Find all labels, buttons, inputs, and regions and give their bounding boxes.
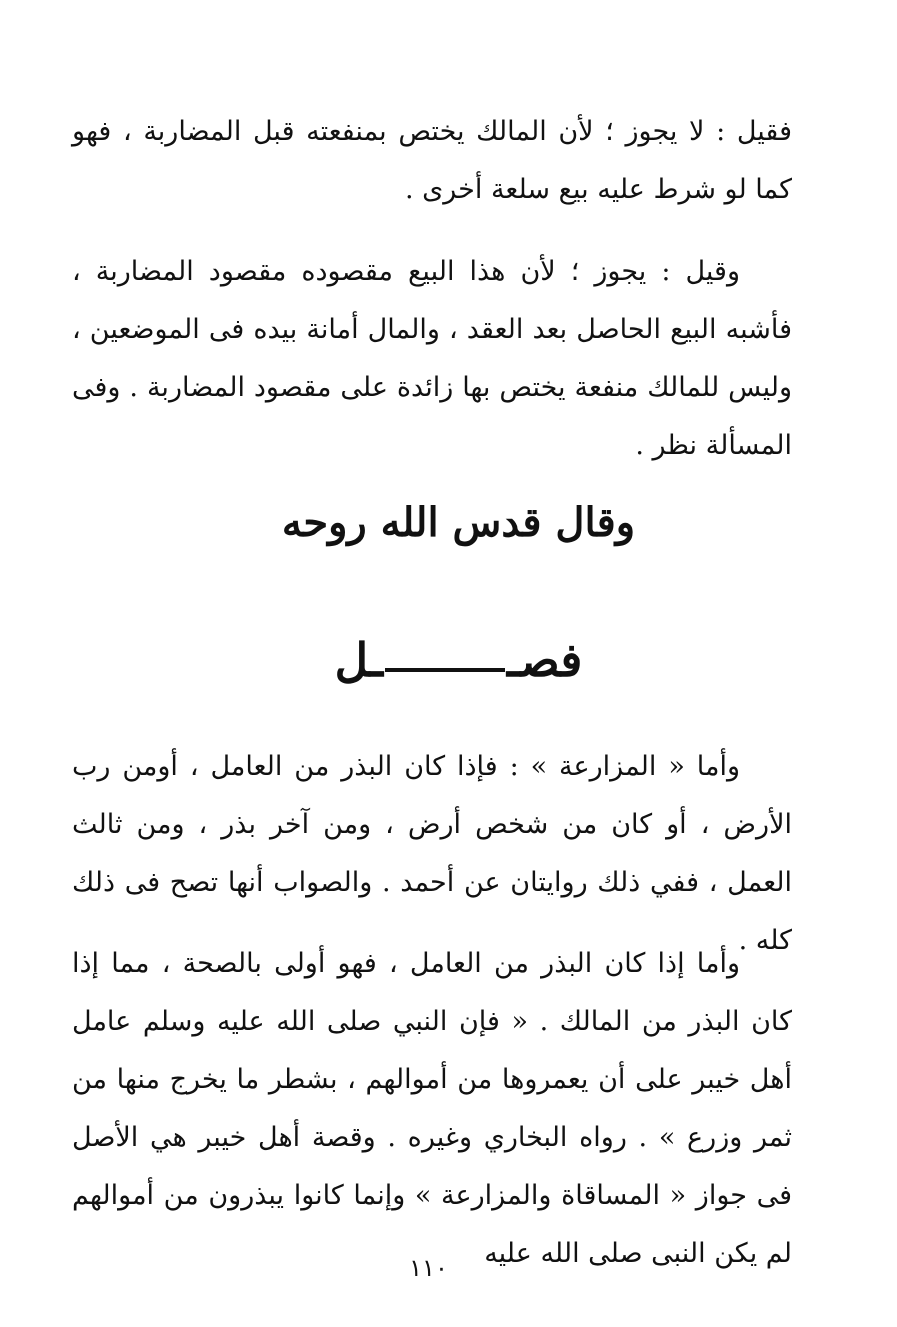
fasl-start: فصـ <box>506 633 583 687</box>
fasl-end: ـل <box>334 633 383 687</box>
chapter-heading-fasl <box>0 622 897 698</box>
fasl-word <box>335 622 583 698</box>
paragraph-opinion-allowed: وقيل : يجوز ؛ لأن هذا البيع مقصوده مقصود المضاربة ، فأشبه البيع الحاصل بعد العقد ، والمال أمانة بيده فى الموضعين ، وليس للمالك منفعة يختص بها زائدة على مقصود المضاربة . وفى المسألة نظر . <box>72 256 792 461</box>
paragraph-muzaraa: وأما « المزارعة » : فإذا كان البذر من العامل ، أومن رب الأرض ، أو كان من شخص أرض ، ومن آخر بذر ، ومن ثالث العمل ، ففي ذلك روايتان عن أحمد . والصواب أنها تصح فى ذلك كله . <box>72 751 792 956</box>
section-heading: وقال قدس الله روحه <box>281 499 636 546</box>
page-number: ١١٠ <box>409 1254 448 1282</box>
paragraph-khaybar: وأما إذا كان البذر من العامل ، فهو أولى بالصحة ، مما إذا كان البذر من المالك . « فإن النبي صلى الله عليه وسلم عامل أهل خيبر على أن يعمروها من أموالهم ، بشطر ما يخرج منها من ثمر وزرع » . رواه البخاري وغيره . وقصة أهل خيبر هي الأصل فى جواز « المساقاة والمزارعة » وإنما كانوا يبذرون من أموالهم لم يكن النبى صلى الله عليه <box>72 948 792 1269</box>
paragraph-opinion-not-allowed: فقيل : لا يجوز ؛ لأن المالك يختص بمنفعته قبل المضاربة ، فهو كما لو شرط عليه بيع سلعة أخرى . <box>72 116 792 205</box>
kashida-stroke <box>385 668 505 672</box>
